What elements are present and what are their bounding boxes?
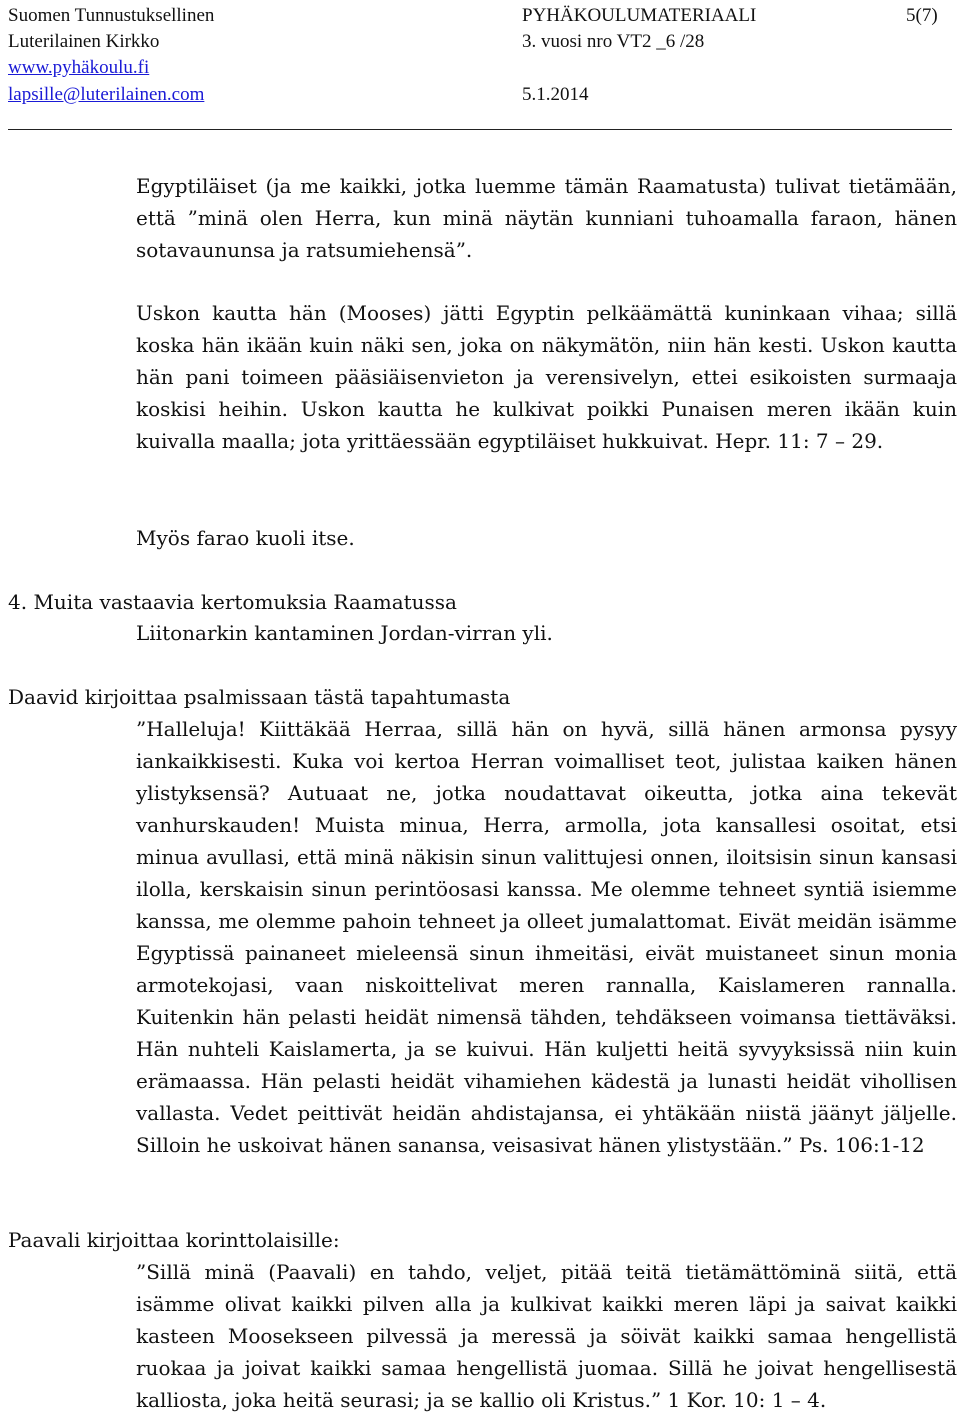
paul-intro: Paavali kirjoittaa korinttolaisille: xyxy=(8,1228,340,1252)
org-name-line2: Luterilainen Kirkko xyxy=(8,31,160,52)
website-link[interactable]: www.pyhäkoulu.fi xyxy=(8,57,150,78)
section-heading: 4. Muita vastaavia kertomuksia Raamatussa xyxy=(8,590,457,614)
paragraph-hebrews: Uskon kautta hän (Mooses) jätti Egyptin pelkäämättä kuninkaan vihaa; sillä koska hän ikään kuin näki sen, joka on näkymätön, niin hän kesti. Uskon kautta hän pani toimeen pääsiäisenvieton ja verensivelyn, ettei esikoisten surmaaja koskisi heihin. Uskon kautta he kulkivat poikki Punaisen meren ikään kuin kuivalla maalla; jota yrittäessään egyptiläiset hukkuivat. Hepr. 11: 7 – 29. xyxy=(136,301,957,453)
psalm-quote: ”Halleluja! Kiittäkää Herraa, sillä hän on hyvä, sillä hänen armonsa pysyy iankaikkisesti. Kuka voi kertoa Herran voimalliset teot, julistaa kaiken hänen ylistyksensä? Autuaat ne, jotka noudattavat oikeutta, jotka aina tekevät vanhurskauden! Muista minua, Herra, armolla, jota kansallesi osoitat, etsi minua avullasi, että minä näkisin sinun valittujesi onnen, iloitsisin sinun kansasi ilolla, kerskaisin sinun perintöosasi kanssa. Me olemme tehneet syntiä isiemme kanssa, me olemme pahoin tehneet ja olleet jumalattomat. Eivät meidän isämme Egyptissä painaneet mieleensä sinun ihmeitäsi, eivät muistaneet sinun monia armotekojasi, vaan niskoittelivat meren rannalla, Kaislameren rannalla. Kuitenkin hän pelasti heidät nimensä tähden, tehdäkseen voimansa tiettäväksi. Hän nuhteli Kaislamerta, ja se kuivui. Hän kuljetti heitä syvyyksissä niin kuin erämaassa. Hän pelasti heidät vihamiehen kädestä ja lunasti heidät vihollisen vallasta. Vedet peittivät heidän ahdistajansa, ei yhtäkään niistä jäänyt jäljelle. Silloin he uskoivat hänen sanansa, veisasivat hänen ylistystään.” Ps. 106:1-12 xyxy=(136,717,957,1157)
grade-info: 3. vuosi nro VT2 _6 /28 xyxy=(522,31,705,52)
org-name-line1: Suomen Tunnustuksellinen xyxy=(8,5,215,26)
document-date: 5.1.2014 xyxy=(522,84,589,105)
email-link[interactable]: lapsille@luterilainen.com xyxy=(8,84,205,105)
section-subheading: Liitonarkin kantaminen Jordan-virran yli. xyxy=(136,621,553,645)
page-number: 5(7) xyxy=(906,5,938,26)
material-title: PYHÄKOULUMATERIAALI xyxy=(522,5,757,26)
corinthians-quote: ”Sillä minä (Paavali) en tahdo, veljet, pitää teitä tietämättöminä siitä, että isämme olivat kaikki pilven alla ja kulkivat kaikki meren läpi ja saivat kaikki kasteen Moosekseen pilvessä ja meressä ja söivät kaikki samaa hengellistä ruokaa ja joivat kaikki samaa hengellistä juomaa. Sillä he joivat hengellisestä kalliosta, joka heitä seurasi; ja se kallio oli Kristus.” 1 Kor. 10: 1 – 4. xyxy=(136,1260,957,1412)
paragraph-pharaoh: Myös farao kuoli itse. xyxy=(136,526,355,550)
paragraph-egyptians: Egyptiläiset (ja me kaikki, jotka luemme tämän Raamatusta) tulivat tietämään, että ”minä olen Herra, kun minä näytän kunniani tuhoamalla faraon, hänen sotavaununsa ja ratsumiehensä”. xyxy=(136,174,957,262)
david-intro: Daavid kirjoittaa psalmissaan tästä tapahtumasta xyxy=(8,685,511,709)
